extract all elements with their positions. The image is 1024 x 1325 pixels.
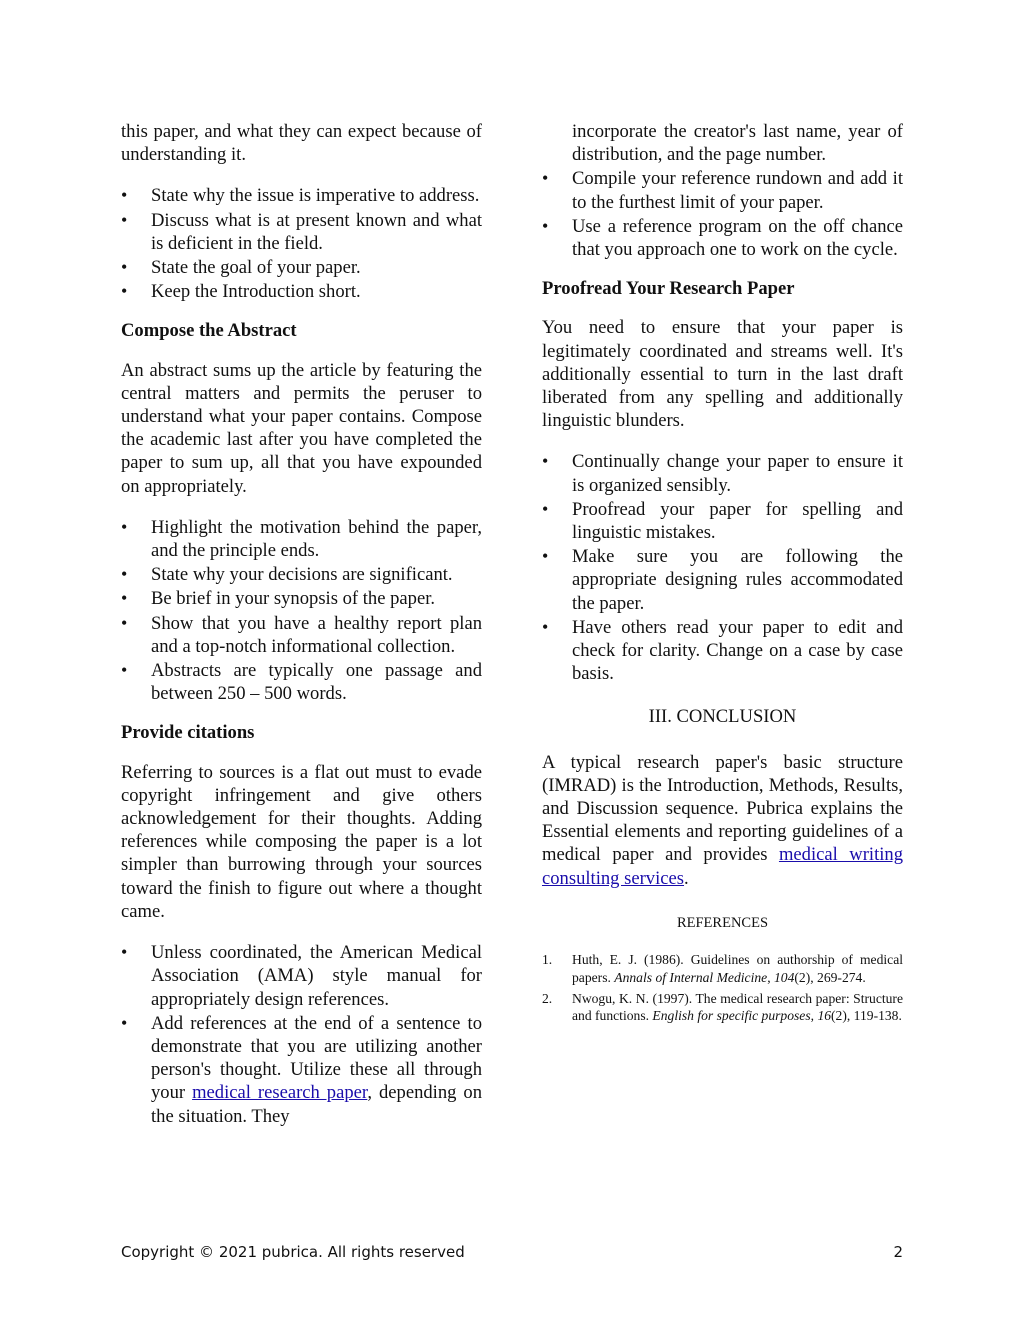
list-item: • Compile your reference rundown and add it to the furthest limit of your paper.: [542, 167, 903, 213]
reference-item: [542, 951, 903, 986]
intro-continuation: this paper, and what they can expect because of understanding it.: [121, 121, 482, 166]
reference-number: 1.: [542, 952, 553, 968]
list-item: • Continually change your paper to ensure it is organized sensibly.: [542, 450, 903, 496]
references-list: [542, 951, 903, 1025]
reference-text: Huth, E. J. (1986). Guidelines on authorship of medical papers.: [572, 952, 903, 985]
list-item: • Proofread your paper for spelling and linguistic mistakes.: [542, 498, 903, 544]
left-column: [121, 120, 482, 1144]
list-item: • Keep the Introduction short.: [121, 280, 482, 303]
bullet-text: Add references at the end of a sentence to demonstrate that you are utilizing another person's thought. Utilize these all through your: [151, 1012, 482, 1104]
bullet-text: , depending on the situation. They: [151, 1082, 482, 1127]
medical-research-paper-link[interactable]: medical research paper: [192, 1082, 368, 1104]
list-item: • Make sure you are following the appropriate designing rules accommodated the paper.: [542, 545, 903, 615]
conclusion-text: A typical research paper's basic structure (IMRAD) is the Introduction, Methods, Results, and Discussion sequence. Pubrica explains the Essential elements and reporting guidelines of a medical paper and provides: [542, 751, 903, 866]
proofread-heading: Proofread Your Research Paper: [542, 278, 795, 300]
intro-bullet-list: [121, 184, 482, 303]
citations-paragraph: Referring to sources is a flat out must to evade copyright infringement and give others acknowledgement for their thoughts. Adding references while composing the paper is a lot simpler than burrowing through your sources toward the finish to figure out where a thought came.: [121, 761, 482, 922]
reference-journal: Annals of Internal Medicine: [614, 969, 768, 985]
list-item: [121, 1012, 482, 1128]
reference-volume: 16: [817, 1008, 832, 1024]
reference-item: [542, 990, 903, 1025]
list-item: • Use a reference program on the off chance that you approach one to work on the cycle.: [542, 215, 903, 261]
references-heading: REFERENCES: [676, 914, 769, 931]
list-item: • Highlight the motivation behind the paper, and the principle ends.: [121, 516, 482, 562]
abstract-bullet-list: [121, 516, 482, 706]
citations-heading: Provide citations: [121, 722, 255, 744]
abstract-heading: Compose the Abstract: [121, 320, 297, 342]
list-item: • Have others read your paper to edit and check for clarity. Change on a case by case basis.: [542, 616, 903, 686]
list-item: • Unless coordinated, the American Medical Association (AMA) style manual for appropriately design references.: [121, 941, 482, 1011]
abstract-paragraph: An abstract sums up the article by featuring the central matters and permits the peruser to understand what your paper contains. Compose the academic last after you have completed the paper to sum up, all that you have expounded on appropriately.: [121, 359, 482, 497]
page-number: 2: [893, 1243, 903, 1261]
reference-number: 2.: [542, 990, 553, 1006]
list-item: • Show that you have a healthy report plan and a top-notch informational collection.: [121, 612, 482, 658]
list-item: • State why the issue is imperative to address.: [121, 184, 482, 207]
list-item: • State the goal of your paper.: [121, 256, 482, 279]
list-item: • Abstracts are typically one passage and between 250 – 500 words.: [121, 659, 482, 705]
conclusion-paragraph: [542, 751, 903, 890]
copyright-text: Copyright © 2021 pubrica. All rights reserved: [121, 1243, 465, 1261]
reference-sep: ,: [767, 969, 774, 985]
list-item: • Be brief in your synopsis of the paper.: [121, 587, 482, 610]
conclusion-heading: III. CONCLUSION: [648, 706, 797, 728]
citations-bullet-list-cont: [542, 120, 903, 261]
reference-text: Nwogu, K. N. (1997). The medical research paper: Structure and functions.: [572, 990, 903, 1024]
reference-sep: ,: [810, 1008, 818, 1024]
right-column: [542, 120, 903, 1029]
reference-volume: 104: [773, 969, 795, 985]
list-item: • Discuss what is at present known and what is deficient in the field.: [121, 209, 482, 255]
list-item-continuation: [542, 120, 903, 166]
reference-tail: (2), 269-274.: [794, 969, 866, 985]
reference-journal: English for specific purposes: [652, 1008, 811, 1024]
medical-writing-consulting-link[interactable]: medical writing consulting services: [542, 844, 903, 889]
reference-tail: (2), 119-138.: [831, 1008, 902, 1024]
list-item: • State why your decisions are significant.: [121, 563, 482, 586]
proofread-paragraph: You need to ensure that your paper is legitimately coordinated and streams well. It's additionally essential to turn in the last draft liberated from any spelling and additionally linguistic blunders.: [542, 317, 903, 432]
conclusion-text-end: .: [684, 867, 689, 889]
page-footer: [121, 1243, 903, 1265]
bullet-text: incorporate the creator's last name, year of distribution, and the page number.: [572, 121, 903, 166]
proofread-bullet-list: [542, 450, 903, 685]
citations-bullet-list: [121, 941, 482, 1128]
